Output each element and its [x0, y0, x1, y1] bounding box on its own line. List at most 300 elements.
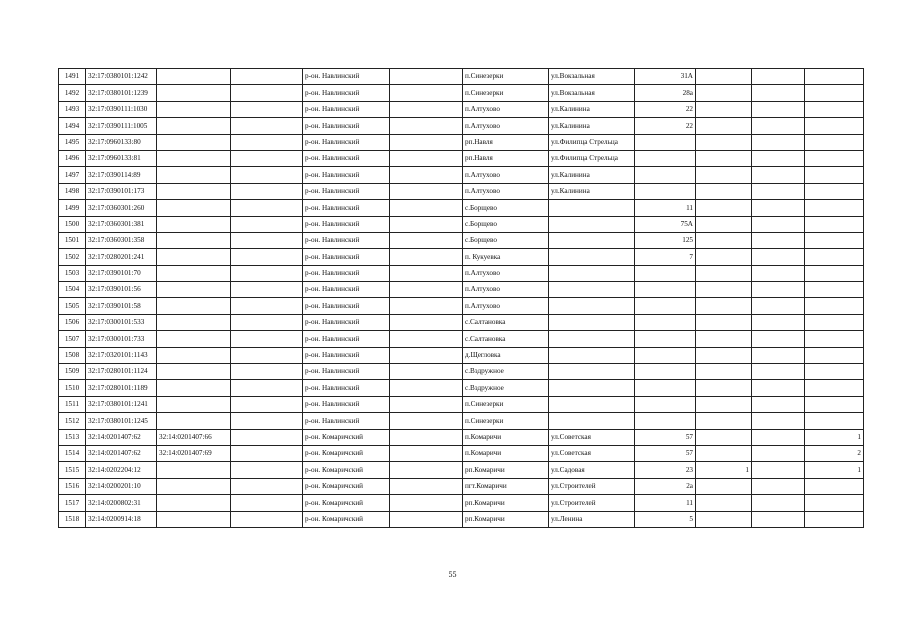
premise-cadastral-cell — [157, 249, 231, 265]
house-number-cell — [635, 298, 696, 314]
blank-cell — [390, 167, 463, 183]
blank-cell — [390, 249, 463, 265]
blank-cell — [390, 495, 463, 511]
blank-cell — [390, 478, 463, 494]
extra-cell — [805, 347, 864, 363]
extra-cell — [805, 200, 864, 216]
blank-cell — [231, 495, 303, 511]
house-number-cell — [635, 347, 696, 363]
extra-cell — [752, 101, 805, 117]
house-number-cell: 57 — [635, 429, 696, 445]
extra-cell — [752, 183, 805, 199]
row-number-cell: 1492 — [59, 85, 86, 101]
extra-cell — [805, 282, 864, 298]
cadastral-number-cell: 32:17:0960133:80 — [86, 134, 157, 150]
street-cell: ул.Калинина — [549, 183, 635, 199]
house-number-cell — [635, 314, 696, 330]
table-row — [59, 200, 864, 216]
table-row — [59, 167, 864, 183]
district-cell: р-он. Комаричский — [303, 462, 390, 478]
house-number-cell: 31А — [635, 69, 696, 85]
house-number-cell: 22 — [635, 101, 696, 117]
street-cell — [549, 298, 635, 314]
cadastral-number-cell: 32:14:0201407:62 — [86, 445, 157, 461]
table-row — [59, 429, 864, 445]
row-number-cell: 1494 — [59, 118, 86, 134]
extra-cell — [752, 478, 805, 494]
extra-cell — [752, 396, 805, 412]
locality-cell: п.Синезерки — [463, 85, 549, 101]
register-table-body — [59, 69, 864, 528]
table-row — [59, 249, 864, 265]
blank-cell — [390, 134, 463, 150]
district-cell: р-он. Навлинский — [303, 380, 390, 396]
extra-cell — [696, 396, 752, 412]
table-row — [59, 216, 864, 232]
premise-cadastral-cell — [157, 69, 231, 85]
extra-cell — [752, 413, 805, 429]
extra-cell — [752, 364, 805, 380]
row-number-cell: 1510 — [59, 380, 86, 396]
blank-cell — [390, 118, 463, 134]
cadastral-number-cell: 32:17:0390101:58 — [86, 298, 157, 314]
extra-cell — [696, 331, 752, 347]
district-cell: р-он. Комаричский — [303, 495, 390, 511]
blank-cell — [231, 282, 303, 298]
extra-cell — [805, 232, 864, 248]
extra-cell: 1 — [696, 462, 752, 478]
row-number-cell: 1505 — [59, 298, 86, 314]
blank-cell — [390, 396, 463, 412]
table-row — [59, 364, 864, 380]
blank-cell — [390, 216, 463, 232]
district-cell: р-он. Навлинский — [303, 101, 390, 117]
extra-cell — [805, 495, 864, 511]
premise-cadastral-cell — [157, 200, 231, 216]
blank-cell — [231, 331, 303, 347]
house-number-cell: 11 — [635, 200, 696, 216]
house-number-cell — [635, 265, 696, 281]
premise-cadastral-cell — [157, 511, 231, 527]
extra-cell — [696, 200, 752, 216]
house-number-cell: 125 — [635, 232, 696, 248]
locality-cell: с.Салтановка — [463, 314, 549, 330]
locality-cell: пгт.Комаричи — [463, 478, 549, 494]
blank-cell — [231, 429, 303, 445]
row-number-cell: 1508 — [59, 347, 86, 363]
street-cell: ул.Строителей — [549, 495, 635, 511]
extra-cell — [752, 429, 805, 445]
district-cell: р-он. Навлинский — [303, 85, 390, 101]
blank-cell — [231, 265, 303, 281]
street-cell: ул.Советская — [549, 445, 635, 461]
extra-cell — [696, 413, 752, 429]
cadastral-number-cell: 32:14:0200802:31 — [86, 495, 157, 511]
house-number-cell — [635, 364, 696, 380]
house-number-cell — [635, 167, 696, 183]
extra-cell — [752, 495, 805, 511]
locality-cell: с.Вздружное — [463, 364, 549, 380]
locality-cell: п.Алтухово — [463, 282, 549, 298]
extra-cell — [752, 298, 805, 314]
row-number-cell: 1501 — [59, 232, 86, 248]
premise-cadastral-cell — [157, 85, 231, 101]
row-number-cell: 1495 — [59, 134, 86, 150]
street-cell — [549, 200, 635, 216]
premise-cadastral-cell — [157, 216, 231, 232]
extra-cell — [805, 118, 864, 134]
table-row — [59, 462, 864, 478]
premise-cadastral-cell — [157, 167, 231, 183]
table-row — [59, 347, 864, 363]
table-row — [59, 331, 864, 347]
extra-cell — [696, 478, 752, 494]
house-number-cell: 11 — [635, 495, 696, 511]
extra-cell — [805, 134, 864, 150]
street-cell — [549, 249, 635, 265]
house-number-cell — [635, 183, 696, 199]
blank-cell — [390, 200, 463, 216]
locality-cell: с.Борщево — [463, 200, 549, 216]
blank-cell — [231, 85, 303, 101]
district-cell: р-он. Навлинский — [303, 167, 390, 183]
blank-cell — [231, 364, 303, 380]
extra-cell — [696, 101, 752, 117]
locality-cell: рп.Комаричи — [463, 495, 549, 511]
street-cell — [549, 232, 635, 248]
premise-cadastral-cell — [157, 478, 231, 494]
cadastral-number-cell: 32:14:0201407:62 — [86, 429, 157, 445]
house-number-cell: 2а — [635, 478, 696, 494]
blank-cell — [390, 511, 463, 527]
premise-cadastral-cell — [157, 331, 231, 347]
extra-cell — [752, 249, 805, 265]
premise-cadastral-cell — [157, 101, 231, 117]
blank-cell — [231, 150, 303, 166]
extra-cell — [752, 232, 805, 248]
extra-cell — [696, 85, 752, 101]
house-number-cell — [635, 150, 696, 166]
row-number-cell: 1498 — [59, 183, 86, 199]
premise-cadastral-cell — [157, 495, 231, 511]
cadastral-number-cell: 32:17:0380101:1245 — [86, 413, 157, 429]
extra-cell — [752, 85, 805, 101]
house-number-cell — [635, 413, 696, 429]
extra-cell — [805, 511, 864, 527]
extra-cell — [805, 150, 864, 166]
district-cell: р-он. Комаричский — [303, 478, 390, 494]
blank-cell — [390, 150, 463, 166]
house-number-cell: 5 — [635, 511, 696, 527]
blank-cell — [231, 298, 303, 314]
premise-cadastral-cell — [157, 265, 231, 281]
locality-cell: д.Щегловка — [463, 347, 549, 363]
house-number-cell: 57 — [635, 445, 696, 461]
extra-cell — [696, 347, 752, 363]
table-row — [59, 298, 864, 314]
cadastral-number-cell: 32:17:0300101:733 — [86, 331, 157, 347]
premise-cadastral-cell — [157, 150, 231, 166]
blank-cell — [231, 69, 303, 85]
extra-cell — [752, 265, 805, 281]
street-cell — [549, 282, 635, 298]
table-row — [59, 101, 864, 117]
extra-cell — [696, 314, 752, 330]
street-cell — [549, 265, 635, 281]
locality-cell: п.Комаричи — [463, 429, 549, 445]
premise-cadastral-cell — [157, 380, 231, 396]
cadastral-number-cell: 32:17:0300101:533 — [86, 314, 157, 330]
cadastral-number-cell: 32:17:0390101:173 — [86, 183, 157, 199]
cadastral-number-cell: 32:17:0280201:241 — [86, 249, 157, 265]
house-number-cell — [635, 380, 696, 396]
extra-cell — [696, 216, 752, 232]
row-number-cell: 1517 — [59, 495, 86, 511]
blank-cell — [231, 216, 303, 232]
street-cell: ул.Калинина — [549, 167, 635, 183]
cadastral-number-cell: 32:17:0280101:1124 — [86, 364, 157, 380]
table-row — [59, 380, 864, 396]
district-cell: р-он. Навлинский — [303, 282, 390, 298]
row-number-cell: 1509 — [59, 364, 86, 380]
district-cell: р-он. Навлинский — [303, 347, 390, 363]
extra-cell: 1 — [805, 462, 864, 478]
extra-cell — [696, 495, 752, 511]
row-number-cell: 1512 — [59, 413, 86, 429]
locality-cell: рп.Комаричи — [463, 462, 549, 478]
blank-cell — [231, 118, 303, 134]
blank-cell — [231, 200, 303, 216]
premise-cadastral-cell — [157, 347, 231, 363]
extra-cell — [805, 331, 864, 347]
locality-cell: п.Комаричи — [463, 445, 549, 461]
page-number: 55 — [448, 570, 457, 579]
street-cell: ул.Филипца Стрельца — [549, 134, 635, 150]
table-row — [59, 232, 864, 248]
cadastral-number-cell: 32:17:0280101:1189 — [86, 380, 157, 396]
house-number-cell: 22 — [635, 118, 696, 134]
street-cell: ул.Вокзальная — [549, 85, 635, 101]
extra-cell — [696, 134, 752, 150]
district-cell: р-он. Навлинский — [303, 200, 390, 216]
blank-cell — [390, 364, 463, 380]
extra-cell — [805, 183, 864, 199]
row-number-cell: 1503 — [59, 265, 86, 281]
register-sheet — [58, 68, 864, 528]
street-cell: ул.Строителей — [549, 478, 635, 494]
extra-cell — [696, 249, 752, 265]
street-cell — [549, 413, 635, 429]
row-number-cell: 1499 — [59, 200, 86, 216]
extra-cell — [696, 69, 752, 85]
blank-cell — [231, 232, 303, 248]
blank-cell — [390, 347, 463, 363]
blank-cell — [231, 511, 303, 527]
house-number-cell — [635, 331, 696, 347]
blank-cell — [231, 445, 303, 461]
blank-cell — [231, 396, 303, 412]
locality-cell: п. Кукуевка — [463, 249, 549, 265]
cadastral-number-cell: 32:17:0380101:1242 — [86, 69, 157, 85]
row-number-cell: 1497 — [59, 167, 86, 183]
blank-cell — [231, 134, 303, 150]
street-cell: ул.Калинина — [549, 101, 635, 117]
locality-cell: п.Алтухово — [463, 265, 549, 281]
cadastral-number-cell: 32:17:0960133:81 — [86, 150, 157, 166]
street-cell: ул.Садовая — [549, 462, 635, 478]
extra-cell — [752, 331, 805, 347]
extra-cell — [696, 429, 752, 445]
table-row — [59, 134, 864, 150]
extra-cell — [805, 413, 864, 429]
table-row — [59, 314, 864, 330]
extra-cell — [696, 150, 752, 166]
row-number-cell: 1514 — [59, 445, 86, 461]
row-number-cell: 1502 — [59, 249, 86, 265]
locality-cell: п.Алтухово — [463, 183, 549, 199]
street-cell — [549, 364, 635, 380]
house-number-cell — [635, 134, 696, 150]
extra-cell — [752, 462, 805, 478]
extra-cell — [696, 511, 752, 527]
district-cell: р-он. Навлинский — [303, 134, 390, 150]
blank-cell — [390, 232, 463, 248]
table-row — [59, 150, 864, 166]
street-cell — [549, 216, 635, 232]
blank-cell — [231, 380, 303, 396]
street-cell: ул.Калинина — [549, 118, 635, 134]
extra-cell — [696, 445, 752, 461]
street-cell: ул.Филипца Стрельца — [549, 150, 635, 166]
blank-cell — [231, 478, 303, 494]
district-cell: р-он. Навлинский — [303, 396, 390, 412]
extra-cell — [805, 314, 864, 330]
row-number-cell: 1507 — [59, 331, 86, 347]
extra-cell — [696, 167, 752, 183]
row-number-cell: 1516 — [59, 478, 86, 494]
premise-cadastral-cell — [157, 134, 231, 150]
locality-cell: рп.Навля — [463, 150, 549, 166]
table-row — [59, 396, 864, 412]
premise-cadastral-cell — [157, 183, 231, 199]
table-row — [59, 282, 864, 298]
district-cell: р-он. Навлинский — [303, 118, 390, 134]
house-number-cell: 75А — [635, 216, 696, 232]
house-number-cell — [635, 282, 696, 298]
cadastral-number-cell: 32:17:0320101:1143 — [86, 347, 157, 363]
extra-cell — [805, 265, 864, 281]
locality-cell: п.Алтухово — [463, 167, 549, 183]
extra-cell: 1 — [805, 429, 864, 445]
blank-cell — [390, 85, 463, 101]
extra-cell — [752, 282, 805, 298]
extra-cell — [696, 232, 752, 248]
street-cell — [549, 314, 635, 330]
cadastral-number-cell: 32:17:0380101:1239 — [86, 85, 157, 101]
table-row — [59, 69, 864, 85]
locality-cell: п.Синезерки — [463, 396, 549, 412]
row-number-cell: 1504 — [59, 282, 86, 298]
locality-cell: п.Алтухово — [463, 118, 549, 134]
table-row — [59, 265, 864, 281]
extra-cell — [752, 511, 805, 527]
cadastral-number-cell: 32:17:0390111:1005 — [86, 118, 157, 134]
district-cell: р-он. Навлинский — [303, 232, 390, 248]
extra-cell — [805, 249, 864, 265]
extra-cell — [805, 298, 864, 314]
cadastral-number-cell: 32:17:0390114:89 — [86, 167, 157, 183]
district-cell: р-он. Навлинский — [303, 314, 390, 330]
street-cell: ул.Вокзальная — [549, 69, 635, 85]
cadastral-number-cell: 32:17:0380101:1241 — [86, 396, 157, 412]
locality-cell: с.Борщево — [463, 216, 549, 232]
district-cell: р-он. Навлинский — [303, 183, 390, 199]
extra-cell — [752, 134, 805, 150]
blank-cell — [390, 429, 463, 445]
extra-cell — [752, 347, 805, 363]
blank-cell — [390, 265, 463, 281]
blank-cell — [390, 380, 463, 396]
extra-cell — [752, 216, 805, 232]
district-cell: р-он. Навлинский — [303, 249, 390, 265]
premise-cadastral-cell — [157, 232, 231, 248]
extra-cell — [805, 101, 864, 117]
row-number-cell: 1513 — [59, 429, 86, 445]
extra-cell — [752, 118, 805, 134]
district-cell: р-он. Навлинский — [303, 265, 390, 281]
cadastral-number-cell: 32:17:0390101:70 — [86, 265, 157, 281]
extra-cell — [752, 167, 805, 183]
district-cell: р-он. Навлинский — [303, 331, 390, 347]
locality-cell: с.Борщево — [463, 232, 549, 248]
locality-cell: п.Алтухово — [463, 101, 549, 117]
cadastral-number-cell: 32:17:0390111:1030 — [86, 101, 157, 117]
premise-cadastral-cell — [157, 364, 231, 380]
district-cell: р-он. Навлинский — [303, 364, 390, 380]
row-number-cell: 1515 — [59, 462, 86, 478]
extra-cell — [805, 85, 864, 101]
blank-cell — [231, 347, 303, 363]
blank-cell — [390, 445, 463, 461]
row-number-cell: 1496 — [59, 150, 86, 166]
table-row — [59, 478, 864, 494]
extra-cell — [805, 167, 864, 183]
premise-cadastral-cell — [157, 282, 231, 298]
row-number-cell: 1491 — [59, 69, 86, 85]
extra-cell — [696, 183, 752, 199]
extra-cell — [752, 380, 805, 396]
extra-cell — [752, 314, 805, 330]
cadastral-number-cell: 32:17:0360301:358 — [86, 232, 157, 248]
extra-cell — [752, 445, 805, 461]
table-row — [59, 495, 864, 511]
extra-cell — [696, 265, 752, 281]
blank-cell — [390, 183, 463, 199]
cadastral-number-cell: 32:14:0202204:12 — [86, 462, 157, 478]
blank-cell — [390, 413, 463, 429]
street-cell — [549, 347, 635, 363]
locality-cell: п.Синезерки — [463, 413, 549, 429]
blank-cell — [390, 69, 463, 85]
table-row — [59, 445, 864, 461]
blank-cell — [390, 298, 463, 314]
house-number-cell — [635, 396, 696, 412]
extra-cell — [805, 69, 864, 85]
extra-cell — [805, 396, 864, 412]
extra-cell — [805, 380, 864, 396]
district-cell: р-он. Навлинский — [303, 298, 390, 314]
cadastral-number-cell: 32:17:0390101:56 — [86, 282, 157, 298]
